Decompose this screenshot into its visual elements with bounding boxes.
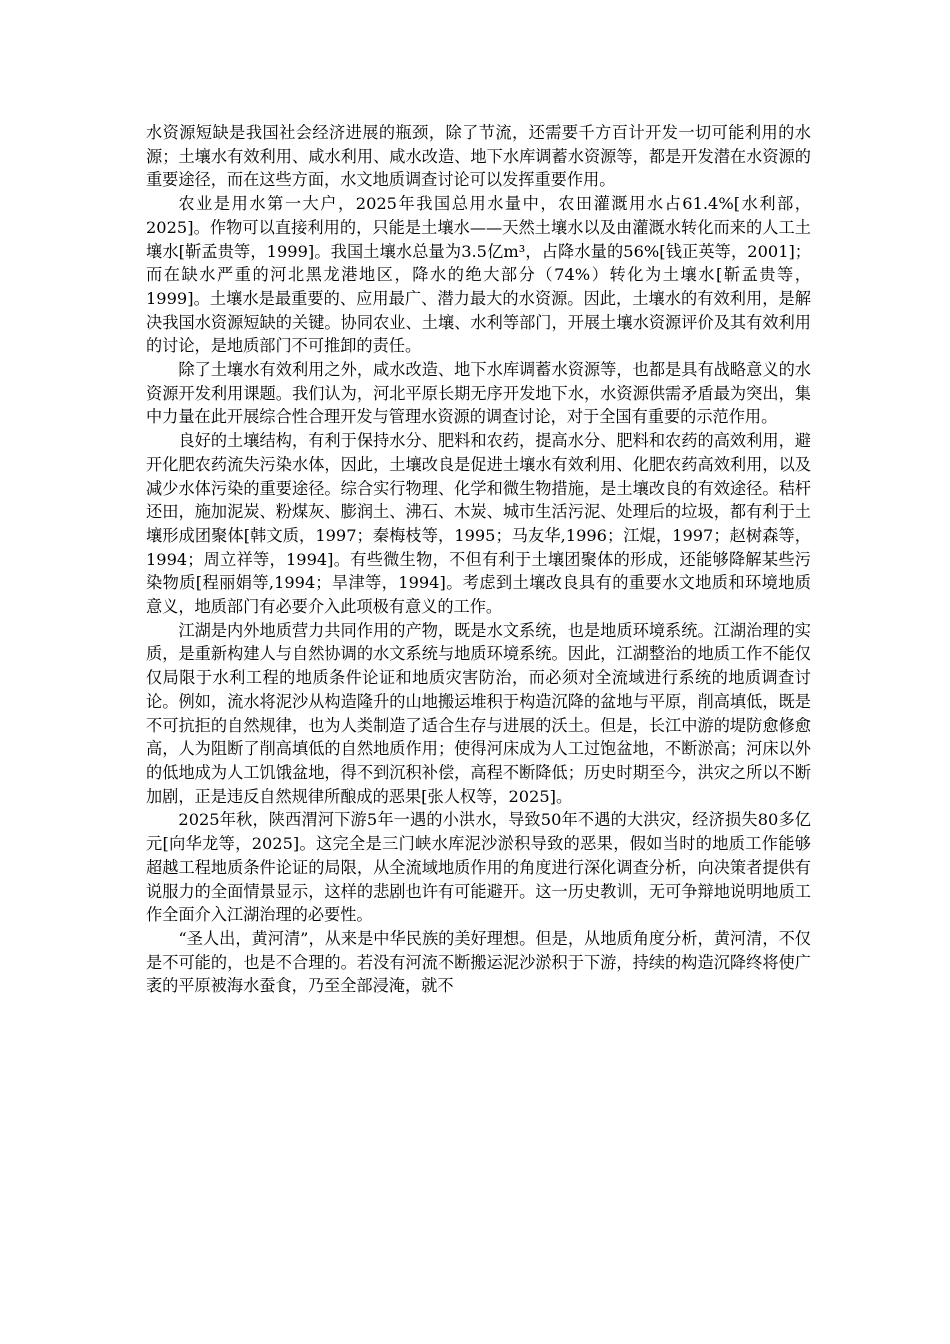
paragraph-7: “圣人出，黄河清”，从来是中华民族的美好理想。但是，从地质角度分析，黄河清，不仅是不可能的，也是不合理的。若没有河流不断搬运泥沙淤积于下游，持续的构造沉降终将使广袤的平原被海水蚕食，乃至全部浸淹，就不 [146, 928, 811, 996]
document-body [146, 121, 811, 998]
paragraph-4: 良好的土壤结构，有利于保持水分、肥料和农药，提高水分、肥料和农药的高效利用，避开化肥农药流失污染水体，因此，土壤改良是促进土壤水有效利用、化肥农药高效利用，以及减少水体污染的重要途径。综合实行物理、化学和微生物措施，是土壤改良的有效途径。秸杆还田，施加泥炭、粉煤灰、膨润土、沸石、木炭、城市生活污泥、处理后的垃圾，都有利于土壤形成团聚体[韩文质，1997；秦梅枝等，1995；马友华,1996；江焜，1997；赵树森等，1994；周立祥等，1994]。有些微生物，不但有利于土壤团聚体的形成，还能够降解某些污染物质[程丽娟等,1994；旱津等，1994]。考虑到土壤改良具有的重要水文地质和环境地质意义，地质部门有必要介入此项极有意义的工作。 [146, 431, 811, 617]
paragraph-3: 除了土壤水有效利用之外，咸水改造、地下水库调蓄水资源等，也都是具有战略意义的水资源开发利用课题。我们认为，河北平原长期无序开发地下水，水资源供需矛盾最为突出，集中力量在此开展综合性合理开发与管理水资源的调查讨论，对于全国有重要的示范作用。 [146, 360, 811, 427]
paragraph-6: 2025年秋，陕西渭河下游5年一遇的小洪水，导致50年不遇的大洪灾，经济损失80多亿元[向华龙等，2025]。这完全是三门峡水库泥沙淤积导致的恶果，假如当时的地质工作能够超越工程地质条件论证的局限，从全流域地质作用的角度进行深化调查分析，向决策者提供有说服力的全面情景显示，这样的悲剧也许有可能避开。这一历史教训，无可争辩地说明地质工作全面介入江湖治理的必要性。 [146, 810, 811, 925]
paragraph-5: 江湖是内外地质营力共同作用的产物，既是水文系统，也是地质环境系统。江湖治理的实质，是重新构建人与自然协调的水文系统与地质环境系统。因此，江湖整治的地质工作不能仅仅局限于水利工程的地质条件论证和地质灾害防治，而必须对全流域进行系统的地质调查讨论。例如，流水将泥沙从构造隆升的山地搬运堆积于构造沉降的盆地与平原，削高填低，既是不可抗拒的自然规律，也为人类制造了适合生存与进展的沃土。但是，长江中游的堤防愈修愈高，人为阻断了削高填低的自然地质作用；使得河床成为人工过饱盆地，不断淤高；河床以外的低地成为人工饥饿盆地，得不到沉积补偿，高程不断降低；历史时期至今，洪灾之所以不断加剧，正是违反自然规律所酿成的恶果[张人权等，2025]。 [146, 620, 811, 806]
paragraph-1: 水资源短缺是我国社会经济进展的瓶颈，除了节流，还需要千方百计开发一切可能利用的水源；土壤水有效利用、咸水利用、咸水改造、地下水库调蓄水资源等，都是开发潜在水资源的重要途径，而在这些方面，水文地质调查讨论可以发挥重要作用。 [146, 123, 811, 190]
paragraph-2: 农业是用水第一大户，2025年我国总用水量中，农田灌溉用水占61.4%[水利部，2025]。作物可以直接利用的，只能是土壤水——天然土壤水以及由灌溉水转化而来的人工土壤水[靳孟贵等，1999]。我国土壤水总量为3.5亿m³，占降水量的56%[钱正英等，2001]；而在缺水严重的河北黑龙港地区，降水的绝大部分（74%）转化为土壤水[靳孟贵等，1999]。土壤水是最重要的、应用最广、潜力最大的水资源。因此，土壤水的有效利用，是解决我国水资源短缺的关键。协同农业、土壤、水利等部门，开展土壤水资源评价及其有效利用的讨论，是地质部门不可推卸的责任。 [146, 194, 811, 356]
